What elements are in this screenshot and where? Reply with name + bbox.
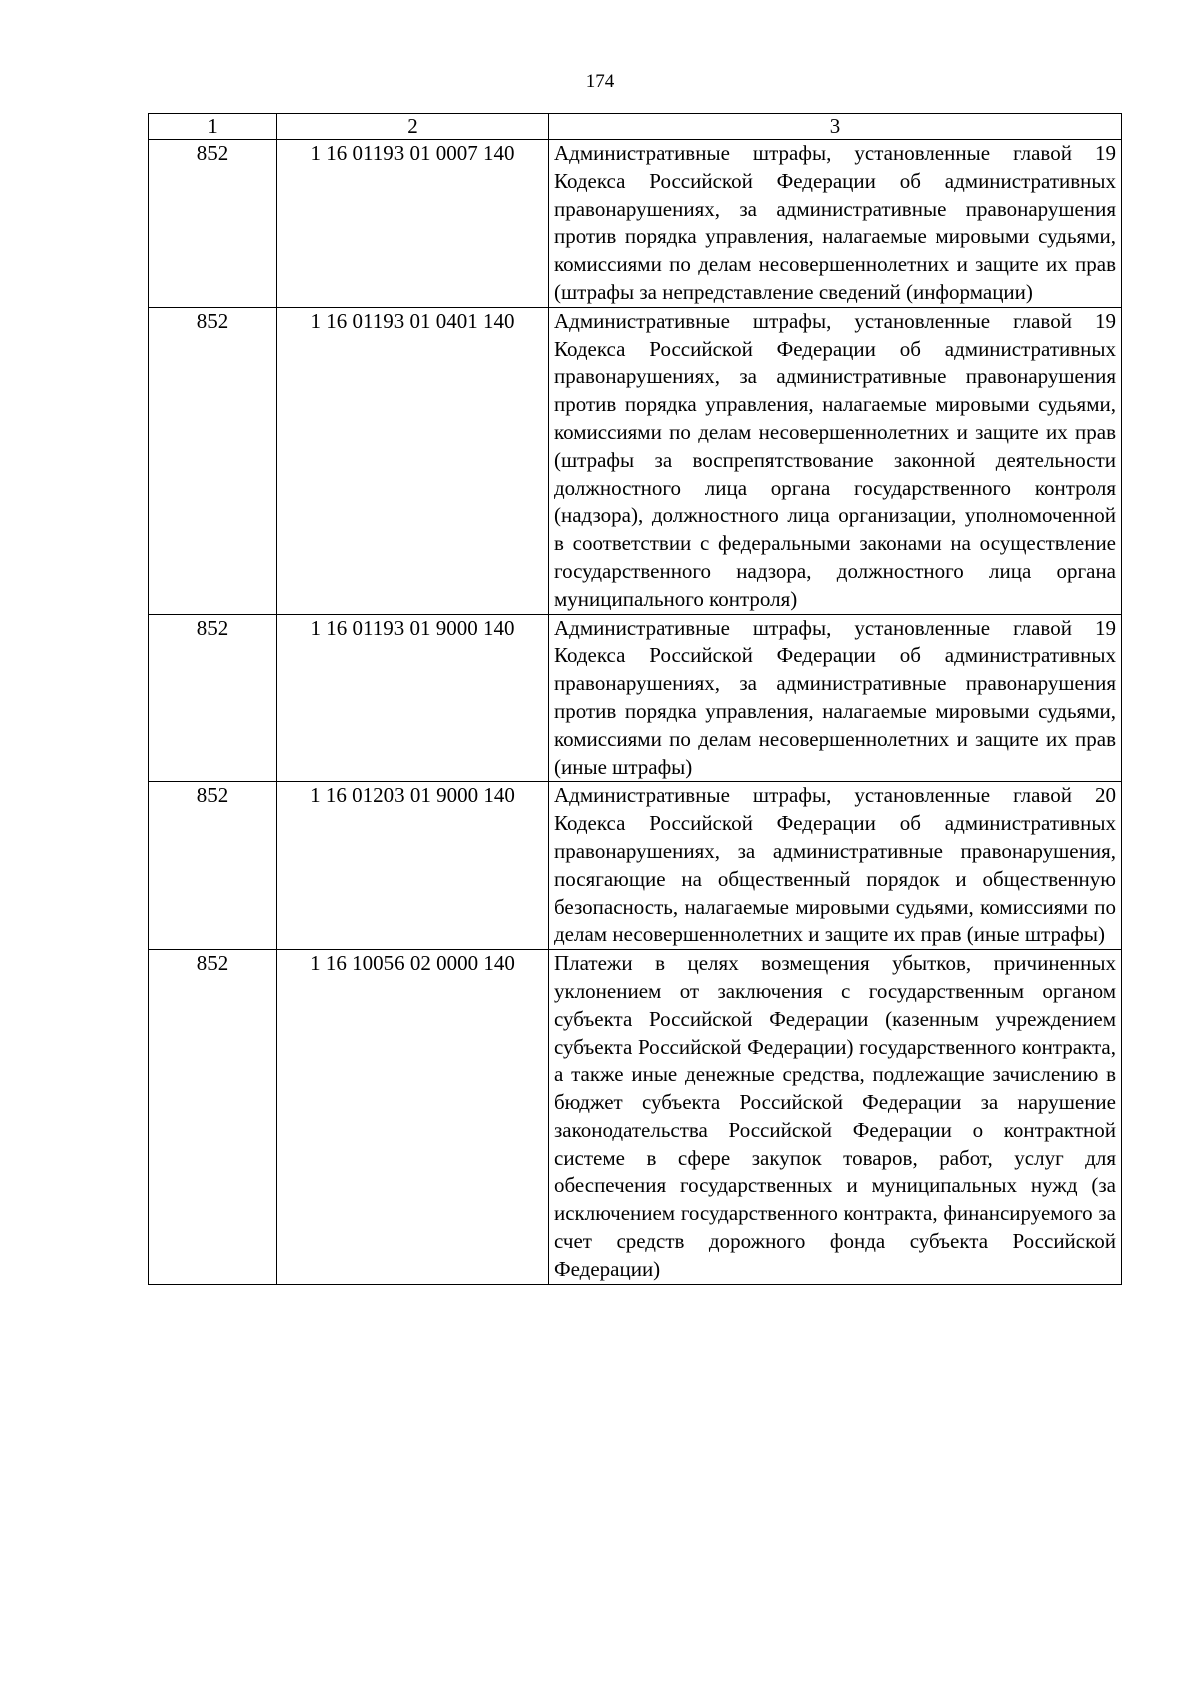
description-cell: Административные штрафы, установленные главой 19 Кодекса Российской Федерации об административных правонарушениях, за административные правонарушения против порядка управления, налагаемые мировыми судьями, комиссиями по делам несовершеннолетних и защите их прав (иные штрафы) xyxy=(549,614,1122,782)
admin-code-cell: 852 xyxy=(149,614,277,782)
table-row xyxy=(149,614,1122,782)
kbk-code-cell: 1 16 01203 01 9000 140 xyxy=(277,782,549,950)
description-cell: Административные штрафы, установленные главой 19 Кодекса Российской Федерации об административных правонарушениях, за административные правонарушения против порядка управления, налагаемые мировыми судьями, комиссиями по делам несовершеннолетних и защите их прав (штрафы за непредставление сведений (информации) xyxy=(549,140,1122,308)
description-cell: Административные штрафы, установленные главой 19 Кодекса Российской Федерации об административных правонарушениях, за административные правонарушения против порядка управления, налагаемые мировыми судьями, комиссиями по делам несовершеннолетних и защите их прав (штрафы за воспрепятствование законной деятельности должностного лица органа государственного контроля (надзора), должностного лица организации, уполномоченной в соответствии с федеральными законами на осуществление государственного надзора, должностного лица органа муниципального контроля) xyxy=(549,307,1122,614)
kbk-code-cell: 1 16 01193 01 0007 140 xyxy=(277,140,549,308)
column-header-3: 3 xyxy=(549,114,1122,140)
table-row xyxy=(149,950,1122,1285)
table-header-row xyxy=(149,114,1122,140)
page-number: 174 xyxy=(585,71,615,92)
kbk-code-cell: 1 16 01193 01 9000 140 xyxy=(277,614,549,782)
admin-code-cell: 852 xyxy=(149,950,277,1285)
admin-code-cell: 852 xyxy=(149,307,277,614)
table-row xyxy=(149,782,1122,950)
table-row xyxy=(149,140,1122,308)
kbk-code-cell: 1 16 01193 01 0401 140 xyxy=(277,307,549,614)
budget-classification-table xyxy=(148,113,1122,1285)
description-cell: Платежи в целях возмещения убытков, причиненных уклонением от заключения с государственным органом субъекта Российской Федерации (казенным учреждением субъекта Российской Федерации) государственного контракта, а также иные денежные средства, подлежащие зачислению в бюджет субъекта Российской Федерации за нарушение законодательства Российской Федерации о контрактной системе в сфере закупок товаров, работ, услуг для обеспечения государственных и муниципальных нужд (за исключением государственного контракта, финансируемого за счет средств дорожного фонда субъекта Российской Федерации) xyxy=(549,950,1122,1285)
description-cell: Административные штрафы, установленные главой 20 Кодекса Российской Федерации об административных правонарушениях, за административные правонарушения, посягающие на общественный порядок и общественную безопасность, налагаемые мировыми судьями, комиссиями по делам несовершеннолетних и защите их прав (иные штрафы) xyxy=(549,782,1122,950)
column-header-1: 1 xyxy=(149,114,277,140)
admin-code-cell: 852 xyxy=(149,782,277,950)
table-row xyxy=(149,307,1122,614)
kbk-code-cell: 1 16 10056 02 0000 140 xyxy=(277,950,549,1285)
admin-code-cell: 852 xyxy=(149,140,277,308)
column-header-2: 2 xyxy=(277,114,549,140)
